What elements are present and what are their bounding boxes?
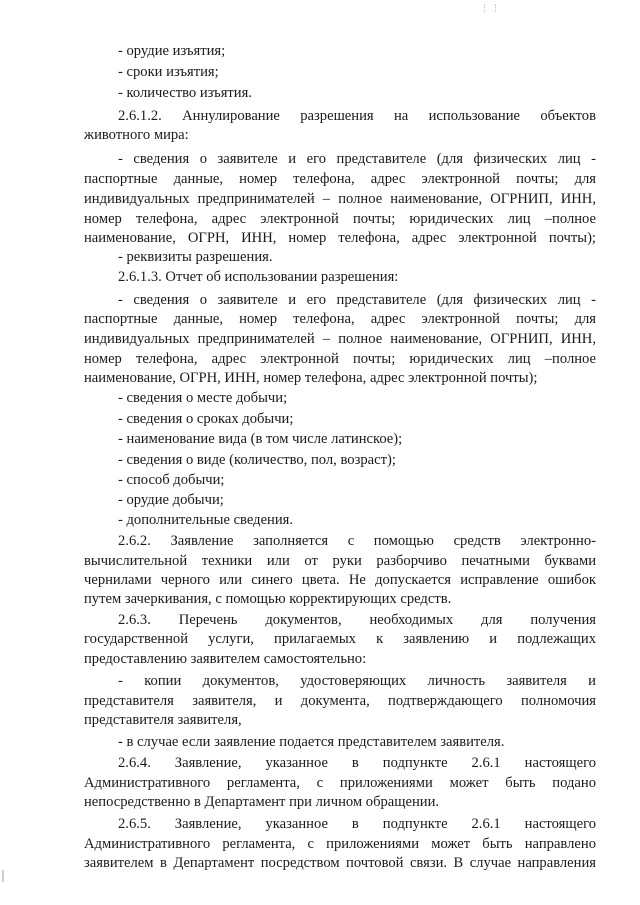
section-heading: 2.6.1.3. Отчет об использовании разрешения: [118,269,399,285]
text-line: представителя заявителя, и документа, подтверждающего полномочия [84,693,596,709]
text-line: Административного регламента, с приложениями может быть направлено [84,836,596,852]
text-line: вычислительной техники или от руки разборчиво печатными буквами [84,553,596,569]
list-item: - сведения о виде (количество, пол, возраст); [118,452,396,468]
text-line: путем зачеркивания, с помощью корректирующих средств. [84,591,452,607]
list-item: - в случае если заявление подается представителем заявителя. [118,734,505,750]
margin-mark [2,870,4,882]
section-heading: 2.6.2. Заявление заполняется с помощью средств электронно- [118,533,596,549]
text-line: наименование, ОГРН, ИНН, номер телефона, адрес электронной почты); [84,230,596,246]
text-line: номер телефона, адрес электронной почты; юридических лиц –полное [84,211,596,227]
text-line: Административного регламента, с приложениями может быть подано [84,775,596,791]
list-item: - копии документов, удостоверяющих личность заявителя и [118,673,596,689]
scan-artifact [484,4,496,12]
list-item: - орудие изъятия; [118,43,226,59]
section-heading: 2.6.3. Перечень документов, необходимых для получения [118,612,596,628]
list-item: - сведения о месте добычи; [118,390,288,406]
text-line: предоставлению заявителем самостоятельно: [84,651,367,667]
text-line: чернилами черного или синего цвета. Не допускается исправление ошибок [84,572,596,588]
list-item: - способ добычи; [118,472,225,488]
list-item: - сроки изъятия; [118,64,219,80]
list-item: - сведения о заявителе и его представителе (для физических лиц - [118,292,596,308]
section-heading: 2.6.5. Заявление, указанное в подпункте 2.6.1 настоящего [118,816,596,832]
section-heading: 2.6.4. Заявление, указанное в подпункте 2.6.1 настоящего [118,755,596,771]
text-line: непосредственно в Департамент при личном обращении. [84,794,440,810]
list-item: - сведения о заявителе и его представителе (для физических лиц - [118,151,596,167]
list-item: - сведения о сроках добычи; [118,411,294,427]
text-line: заявителем в Департамент посредством почтовой связи. В случае направления [84,855,596,871]
text-line: номер телефона, адрес электронной почты; юридических лиц –полное [84,351,596,367]
list-item: - дополнительные сведения. [118,512,294,528]
text-line: представителя заявителя, [84,712,242,728]
list-item: - реквизиты разрешения. [118,249,273,265]
text-line: наименование, ОГРН, ИНН, номер телефона, адрес электронной почты); [84,370,538,386]
text-line: государственной услуги, прилагаемых к заявлению и подлежащих [84,631,596,647]
list-item: - орудие добычи; [118,492,224,508]
list-item: - наименование вида (в том числе латинское); [118,431,403,447]
text-line: индивидуальных предпринимателей – полное наименование, ОГРНИП, ИНН, [84,191,596,207]
list-item: - количество изъятия. [118,85,252,101]
text-line: животного мира: [84,127,189,143]
section-heading: 2.6.1.2. Аннулирование разрешения на использование объектов [118,108,596,124]
text-line: паспортные данные, номер телефона, адрес электронной почты; для [84,311,596,327]
text-line: паспортные данные, номер телефона, адрес электронной почты; для [84,171,596,187]
text-line: индивидуальных предпринимателей – полное наименование, ОГРНИП, ИНН, [84,331,596,347]
